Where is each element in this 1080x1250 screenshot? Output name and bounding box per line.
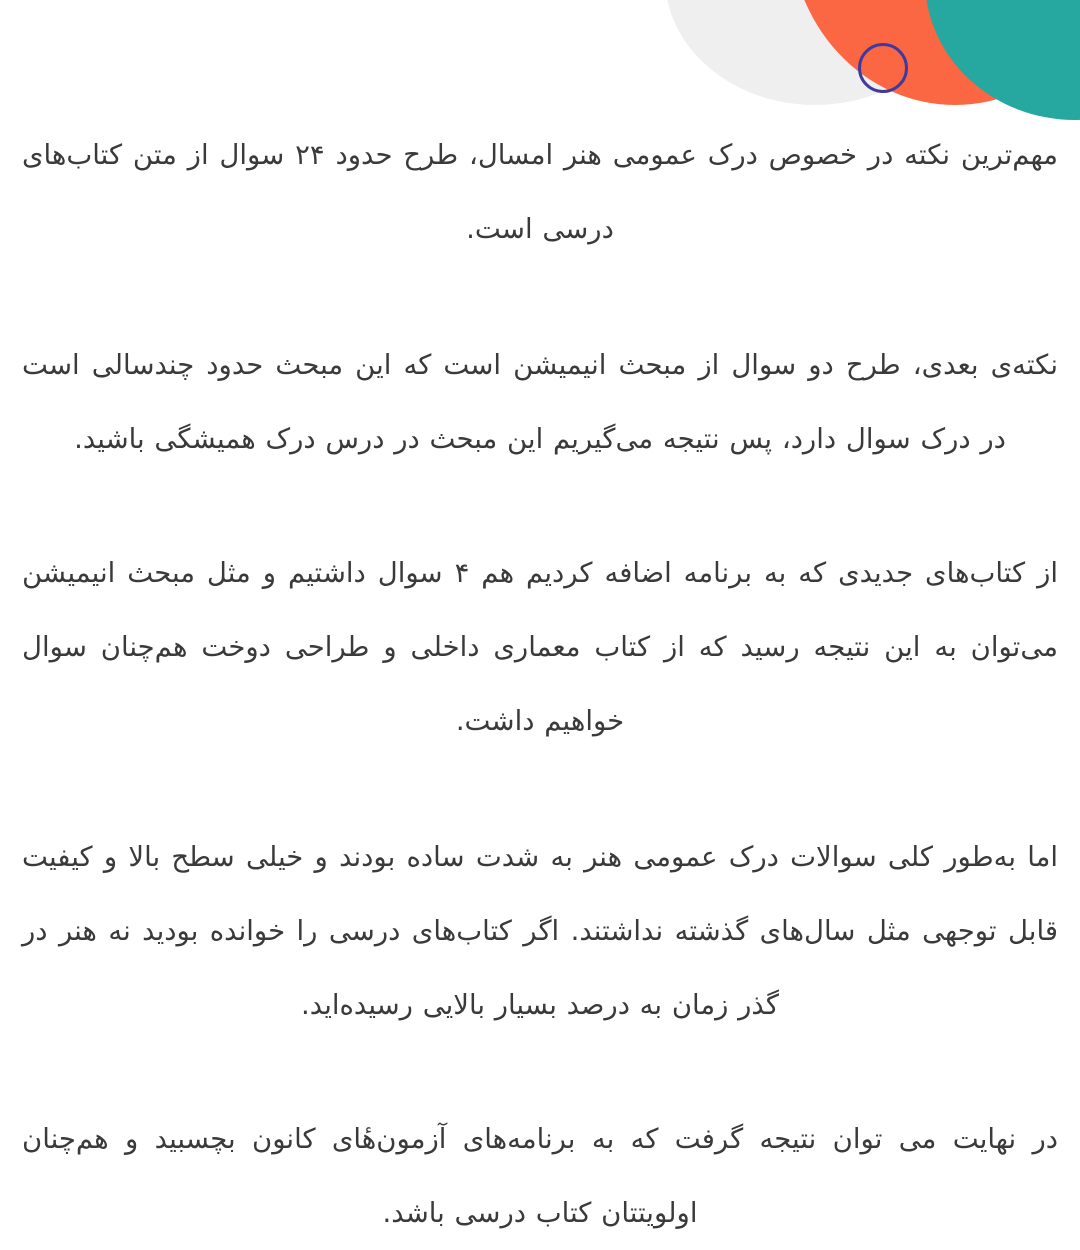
paragraph-1: مهم‌ترین نکته در خصوص درک عمومی هنر امسال، طرح حدود ۲۴ سوال از متن کتاب‌های درسی است.	[22, 139, 1058, 245]
teal-blob-shape	[925, 0, 1080, 120]
gray-blob-shape	[665, 0, 965, 105]
paragraph-4: اما به‌طور کلی سوالات درک عمومی هنر به شدت ساده بودند و خیلی سطح بالا و کیفیت قابل توجهی مثل سال‌های گذشته نداشتند. اگر کتاب‌های درسی را خوانده بودید نه هنر در گذر زمان به درصد بسیار بالایی رسیده‌اید.	[22, 841, 1058, 1021]
paragraph-3: از کتاب‌های جدیدی که به برنامه اضافه کردیم هم ۴ سوال داشتیم و مثل مبحث انیمیشن می‌توان به این نتیجه رسید که از کتاب معماری داخلی و طراحی دوخت هم‌چنان سوال خواهیم داشت.	[22, 557, 1058, 737]
orange-blob-shape	[790, 0, 1080, 105]
paragraph-5: در نهایت می توان نتیجه گرفت که به برنامه‌های آزمون‌هٔای کانون بچسبید و هم‌چنان اولویتتان کتاب درسی باشد.	[22, 1123, 1058, 1229]
article-body	[22, 118, 1058, 1250]
outline-circle-shape	[858, 43, 908, 93]
paragraph-2: نکته‌ی بعدی، طرح دو سوال از مبحث انیمیشن است که این مبحث حدود چندسالی است در درک سوال دارد، پس نتیجه می‌گیریم این مبحث در درس درک همیشگی باشید.	[22, 349, 1058, 455]
